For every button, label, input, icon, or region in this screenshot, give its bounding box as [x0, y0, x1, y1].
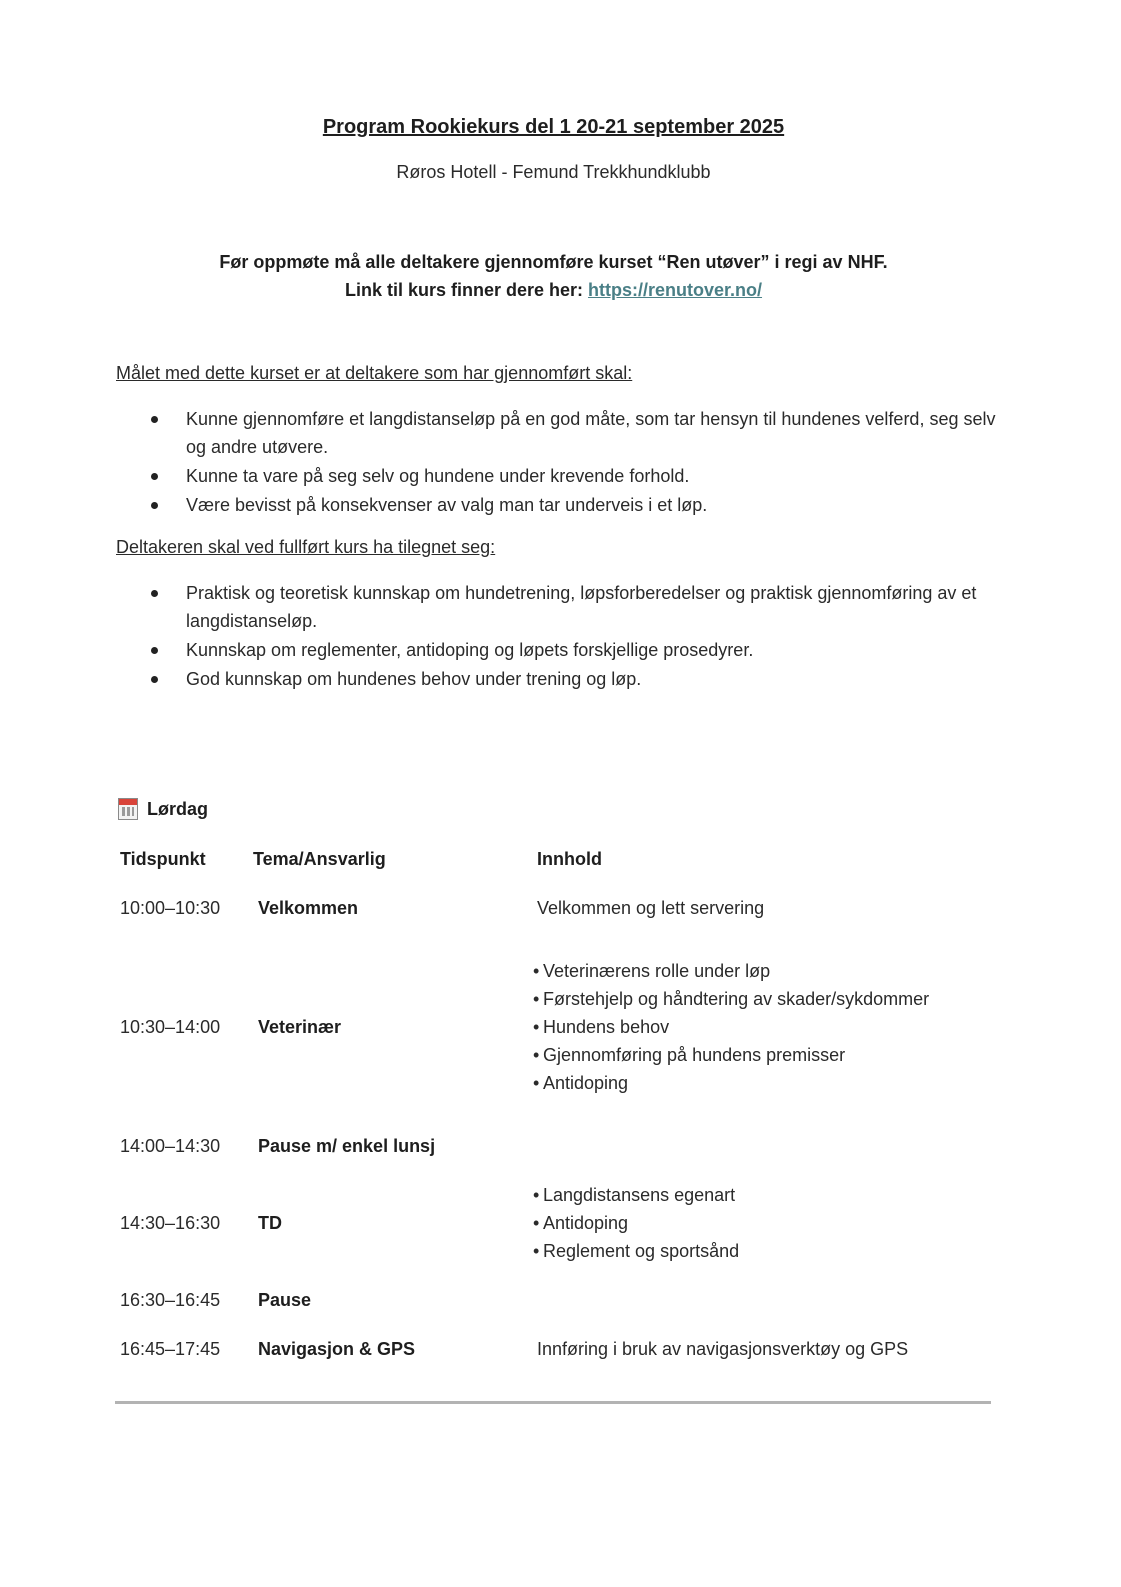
goals-heading: Målet med dette kurset er at deltakere som har gjennomført skal:	[116, 363, 633, 383]
table-row	[120, 898, 1000, 919]
list-item: • Veterinærens rolle under løp	[533, 957, 1000, 985]
prerequisite-notice	[0, 248, 1107, 304]
row-topic: Velkommen	[258, 897, 359, 918]
list-item: • Langdistansens egenart	[533, 1181, 1000, 1209]
notice-line-2	[0, 276, 1107, 304]
row-time: 16:30–16:45	[120, 1289, 221, 1310]
list-item: • Antidoping	[533, 1069, 1000, 1097]
table-row	[120, 1181, 1000, 1265]
list-item: • Gjennomføring på hundens premisser	[533, 1041, 1000, 1069]
calendar-icon	[118, 798, 138, 820]
column-header-topic: Tema/Ansvarlig	[253, 849, 386, 869]
list-item: God kunnskap om hundenes behov under trening og løp.	[116, 665, 996, 693]
row-topic: Veterinær	[258, 1016, 342, 1037]
table-row	[120, 1290, 1000, 1311]
row-time: 14:00–14:30	[120, 1135, 221, 1156]
row-time: 10:30–14:00	[120, 1016, 221, 1037]
schedule-table	[120, 845, 1000, 1359]
list-item: • Hundens behov	[533, 1013, 1000, 1041]
day-heading	[118, 798, 208, 820]
column-header-content: Innhold	[537, 849, 602, 869]
row-topic: Pause m/ enkel lunsj	[258, 1135, 436, 1156]
table-row	[120, 1136, 1000, 1157]
row-time: 16:45–17:45	[120, 1338, 221, 1359]
table-row	[120, 957, 1000, 1097]
list-item: Kunne gjennomføre et langdistanseløp på en god måte, som tar hensyn til hundenes velferd, seg selv og andre utøvere.	[116, 405, 996, 461]
list-item: • Førstehjelp og håndtering av skader/sykdommer	[533, 985, 1000, 1013]
day-label: Lørdag	[147, 798, 208, 819]
course-link[interactable]: https://renutover.no/	[588, 280, 763, 300]
row-time: 10:00–10:30	[120, 897, 221, 918]
list-item: Kunnskap om reglementer, antidoping og løpets forskjellige prosedyrer.	[116, 636, 996, 664]
bottom-divider	[115, 1401, 991, 1404]
row-content	[537, 1181, 1000, 1265]
list-item: • Antidoping	[533, 1209, 1000, 1237]
list-item: • Reglement og sportsånd	[533, 1237, 1000, 1265]
goals-list	[116, 405, 996, 520]
row-topic: Navigasjon & GPS	[258, 1338, 416, 1359]
row-content	[537, 957, 1000, 1097]
row-content: Velkommen og lett servering	[537, 897, 765, 918]
schedule-header-row	[120, 845, 1000, 873]
page-title: Program Rookiekurs del 1 20-21 september 2025	[322, 116, 785, 138]
column-header-time: Tidspunkt	[120, 849, 206, 869]
notice-line-1: Før oppmøte må alle deltakere gjennomføre kurset “Ren utøver” i regi av NHF.	[219, 252, 888, 272]
table-row	[120, 1339, 1000, 1360]
row-topic: Pause	[258, 1289, 312, 1310]
outcomes-list	[116, 579, 996, 694]
list-item: Praktisk og teoretisk kunnskap om hundetrening, løpsforberedelser og praktisk gjennomføring av et langdistanseløp.	[116, 579, 996, 635]
page-subtitle: Røros Hotell - Femund Trekkhundklubb	[396, 162, 711, 182]
row-time: 14:30–16:30	[120, 1212, 221, 1233]
row-content: Innføring i bruk av navigasjonsverktøy og GPS	[537, 1338, 909, 1359]
list-item: Kunne ta vare på seg selv og hundene under krevende forhold.	[116, 462, 996, 490]
list-item: Være bevisst på konsekvenser av valg man tar underveis i et løp.	[116, 491, 996, 519]
outcomes-heading: Deltakeren skal ved fullført kurs ha tilegnet seg:	[116, 537, 496, 557]
notice-link-prefix: Link til kurs finner dere her:	[344, 280, 589, 300]
row-topic: TD	[258, 1212, 282, 1233]
